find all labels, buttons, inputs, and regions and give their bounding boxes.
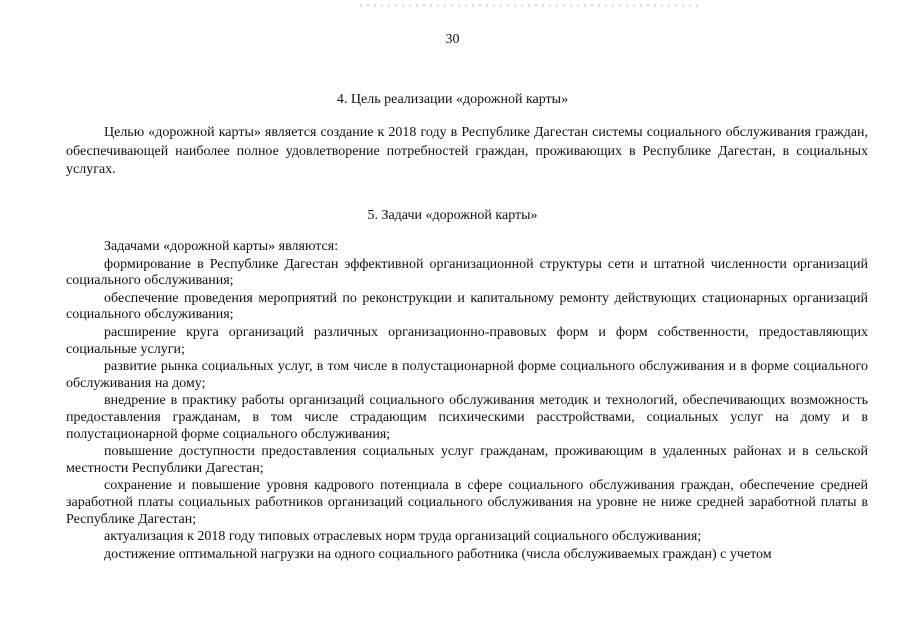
section-4-heading: 4. Цель реализации «дорожной карты» (336, 92, 569, 107)
list-item: повышение доступности предоставления социальных услуг гражданам, проживающим в удаленных районах и в сельской местности Республики Дагестан; (66, 444, 868, 476)
scan-header-noise (360, 4, 700, 7)
list-item: развитие рынка социальных услуг, в том числе в полустационарной форме социального обслуживания и в форме социального обслуживания на дому; (66, 359, 868, 391)
list-item: обеспечение проведения мероприятий по реконструкции и капитальному ремонту действующих стационарных организаций социального обслуживания; (66, 290, 868, 323)
list-item: формирование в Республике Дагестан эффективной организационной структуры сети и штатной численности организаций социального обслуживания; (66, 256, 868, 289)
tasks-intro: Задачами «дорожной карты» являются: (104, 239, 339, 254)
list-item: расширение круга организаций различных организационно-правовых форм и форм собственности, предоставляющих социальные услуги; (66, 324, 868, 357)
list-item: достижение оптимальной нагрузки на одного социального работника (числа обслуживаемых граждан) с учетом (104, 546, 772, 562)
section-4-paragraph: Целью «дорожной карты» является создание к 2018 году в Республике Дагестан системы социального обслуживания граждан, обеспечивающей наиболее полное удовлетворение потребностей граждан, проживающих в Республике Дагестан, в социальных услугах. (66, 125, 868, 177)
page-number: 30 (445, 32, 460, 47)
list-item: актуализация к 2018 году типовых отраслевых норм труда организаций социального обслуживания; (104, 529, 702, 545)
section-5-heading: 5. Задачи «дорожной карты» (367, 208, 538, 223)
list-item: внедрение в практику работы организаций социального обслуживания методик и технологий, обеспечивающих возможность предоставления гражданам, в том числе страдающим психическими расстройствами, социальных услуг на дому и в полустационарной форме социального обслуживания; (66, 393, 868, 442)
tasks-list (66, 239, 868, 564)
list-item: сохранение и повышение уровня кадрового потенциала в сфере социального обслуживания граждан, обеспечение средней заработной платы социальных работников организаций социального обслуживания на уровне не ниже средней заработной платы в Республике Дагестан; (66, 478, 868, 527)
